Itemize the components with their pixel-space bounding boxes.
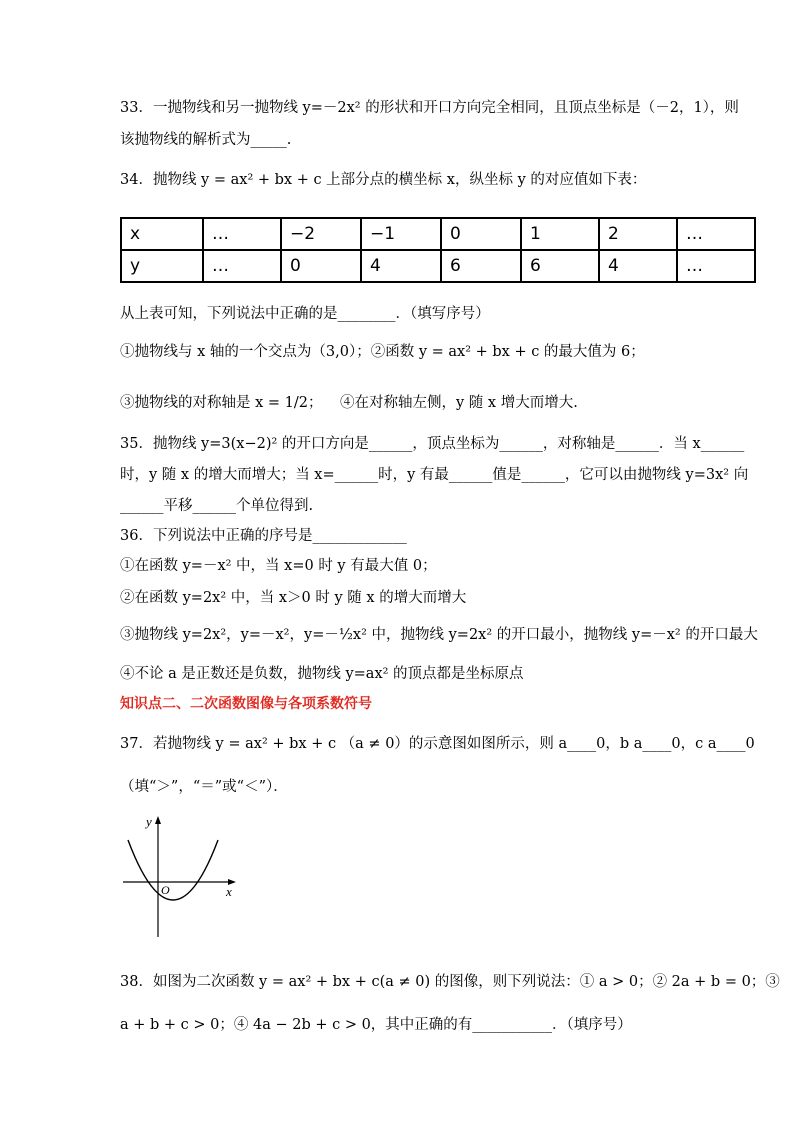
table-cell: … — [203, 218, 281, 250]
graph-x-label: x — [226, 884, 232, 899]
table-cell: 0 — [441, 218, 521, 250]
q37-line1: 37．若抛物线 y = ax² + bx + c （a ≠ 0）的示意图如图所示，则 a____0，b a____0，c a____0 — [120, 736, 755, 752]
table-cell: −2 — [281, 218, 361, 250]
q33-line1: 33．一抛物线和另一抛物线 y=－2x² 的形状和开口方向完全相同，且顶点坐标是（－2，1），则 — [120, 100, 739, 116]
q36-option-1: ①在函数 y=－x² 中，当 x=0 时 y 有最大值 0； — [120, 558, 437, 574]
table-row-x — [121, 218, 755, 250]
table-cell: … — [677, 218, 755, 250]
table-cell: x — [121, 218, 203, 250]
q36-option-2: ②在函数 y=2x² 中，当 x＞0 时 y 随 x 的增大而增大 — [120, 590, 467, 606]
section-heading: 知识点二、二次函数图像与各项系数符号 — [120, 696, 372, 712]
table-cell: 4 — [599, 250, 677, 282]
table-row-y — [121, 250, 755, 282]
graph-origin-label: O — [161, 883, 170, 897]
table-cell: … — [203, 250, 281, 282]
q36-prompt: 36．下列说法中正确的序号是_____________ — [120, 528, 407, 544]
q37-line2: （填“＞”，“＝”或“＜”）． — [120, 779, 288, 795]
q37-parabola-graph — [118, 812, 243, 942]
table-cell: … — [677, 250, 755, 282]
q36-option-3: ③抛物线 y=2x²，y=－x²，y=－½x² 中，抛物线 y=2x² 的开口最小，抛物线 y=－x² 的开口最大 — [120, 627, 758, 643]
q34-option-4: ④在对称轴左侧，y 随 x 增大而增大. — [340, 395, 578, 411]
table-cell: 4 — [361, 250, 441, 282]
table-cell: y — [121, 250, 203, 282]
q35-line1: 35．抛物线 y=3(x−2)² 的开口方向是______，顶点坐标为______，对称轴是______．当 x______ — [120, 436, 745, 452]
q34-value-table — [120, 217, 756, 283]
table-cell: 1 — [521, 218, 599, 250]
q35-line2: 时，y 随 x 的增大而增大；当 x=______时，y 有最______值是______，它可以由抛物线 y=3x² 向 — [120, 467, 749, 483]
q34-options-1-2: ①抛物线与 x 轴的一个交点为（3,0）；②函数 y = ax² + bx + c 的最大值为 6； — [120, 344, 645, 360]
y-axis-arrow-icon — [155, 816, 161, 824]
q33-line2: 该抛物线的解析式为_____. — [120, 132, 292, 148]
parabola-curve — [128, 840, 218, 900]
q34-prompt: 从上表可知，下列说法中正确的是________．（填写序号） — [120, 306, 490, 322]
q34-option-3: ③抛物线的对称轴是 x = 1/2； — [120, 395, 323, 411]
table-cell: 6 — [441, 250, 521, 282]
table-cell: 2 — [599, 218, 677, 250]
graph-y-label: y — [146, 814, 152, 829]
q38-line2: a + b + c > 0；④ 4a − 2b + c > 0，其中正确的有___________．（填序号） — [120, 1017, 632, 1033]
q36-option-4: ④不论 a 是正数还是负数，抛物线 y=ax² 的顶点都是坐标原点 — [120, 666, 524, 682]
table-cell: 6 — [521, 250, 599, 282]
q35-line3: ______平移______个单位得到. — [120, 498, 314, 514]
q38-line1: 38．如图为二次函数 y = ax² + bx + c(a ≠ 0) 的图像，则下列说法：① a > 0；② 2a + b = 0；③ — [120, 974, 780, 990]
table-cell: −1 — [361, 218, 441, 250]
table-cell: 0 — [281, 250, 361, 282]
q34-intro: 34．抛物线 y = ax² + bx + c 上部分点的横坐标 x，纵坐标 y 的对应值如下表： — [120, 172, 647, 188]
